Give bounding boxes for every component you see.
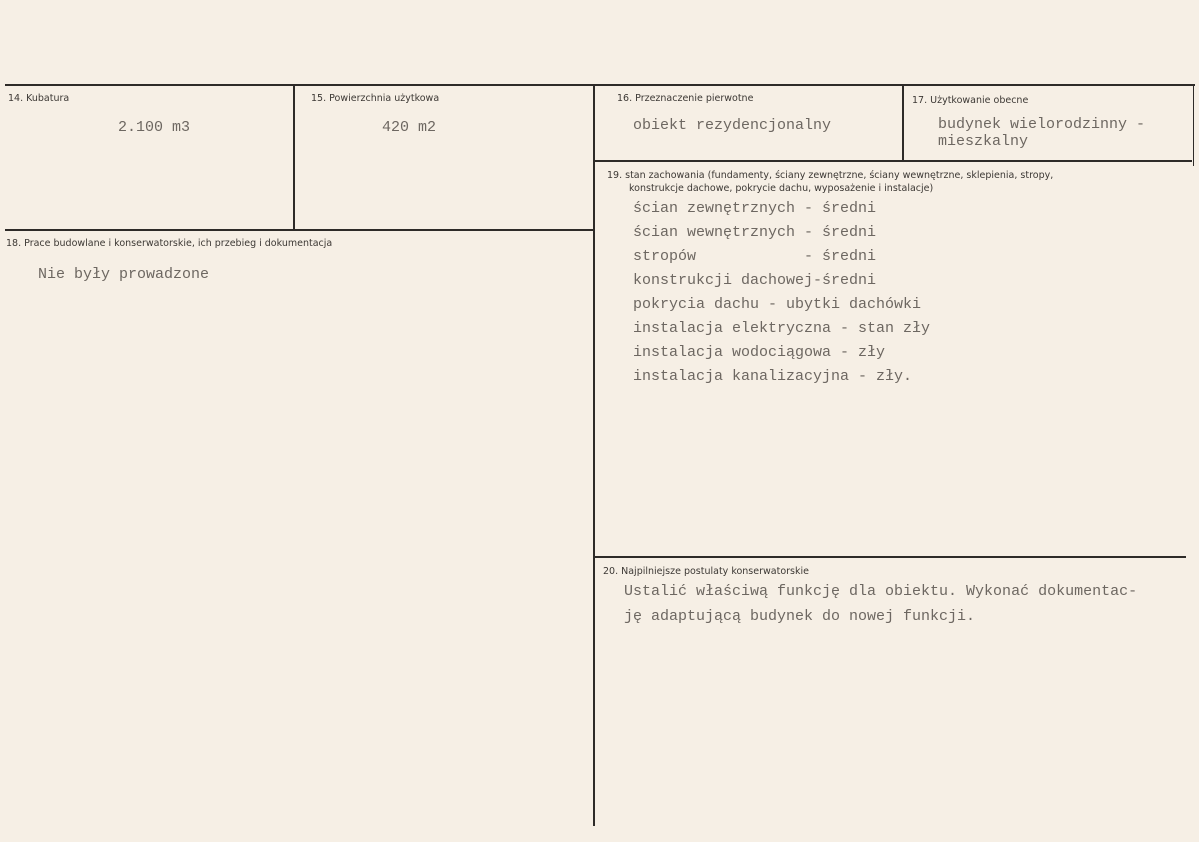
field-19-item: ścian zewnętrznych - średni xyxy=(633,200,877,217)
field-20-value-line-2: ję adaptującą budynek do nowej funkcji. xyxy=(624,608,976,625)
field-19-item: pokrycia dachu - ubytki dachówki xyxy=(633,296,922,313)
field-15-label: 15. Powierzchnia użytkowa xyxy=(311,93,440,104)
field-20-value-line-1: Ustalić właściwą funkcję dla obiektu. Wykonać dokumentac- xyxy=(624,583,1138,600)
row-divider-right-top xyxy=(594,160,1192,162)
row-divider-left xyxy=(5,229,594,231)
divider-14-15 xyxy=(293,86,295,230)
field-17-value-line-1: budynek wielorodzinny - xyxy=(938,116,1146,133)
field-16-value: obiekt rezydencjonalny xyxy=(633,117,832,134)
field-18-value: Nie były prowadzone xyxy=(38,266,210,283)
right-border-line xyxy=(1193,84,1194,166)
row-divider-right-bottom xyxy=(594,556,1186,558)
field-17-value-line-2: mieszkalny xyxy=(938,133,1029,150)
field-19-label-line-2: konstrukcje dachowe, pokrycie dachu, wyposażenie i instalacje) xyxy=(629,183,934,194)
field-19-item: konstrukcji dachowej-średni xyxy=(633,272,877,289)
field-19-item: ścian wewnętrznych - średni xyxy=(633,224,877,241)
field-19-item: instalacja kanalizacyjna - zły. xyxy=(633,368,913,385)
field-14-value: 2.100 m3 xyxy=(118,119,191,136)
center-divider xyxy=(593,86,595,826)
field-17-label: 17. Użytkowanie obecne xyxy=(912,95,1029,106)
field-19-item: instalacja elektryczna - stan zły xyxy=(633,320,931,337)
field-16-label: 16. Przeznaczenie pierwotne xyxy=(617,93,754,104)
field-19-item: instalacja wodociągowa - zły xyxy=(633,344,886,361)
field-19-item: stropów - średni xyxy=(633,248,877,265)
field-14-label: 14. Kubatura xyxy=(8,93,70,104)
top-border-line xyxy=(5,84,1195,86)
field-20-label: 20. Najpilniejsze postulaty konserwatorskie xyxy=(603,566,809,577)
divider-16-17 xyxy=(902,86,904,162)
field-19-label-line-1: 19. stan zachowania (fundamenty, ściany zewnętrzne, ściany wewnętrzne, sklepienia, stropy, xyxy=(607,170,1054,181)
field-15-value: 420 m2 xyxy=(382,119,437,136)
field-18-label: 18. Prace budowlane i konserwatorskie, ich przebieg i dokumentacja xyxy=(6,238,333,249)
